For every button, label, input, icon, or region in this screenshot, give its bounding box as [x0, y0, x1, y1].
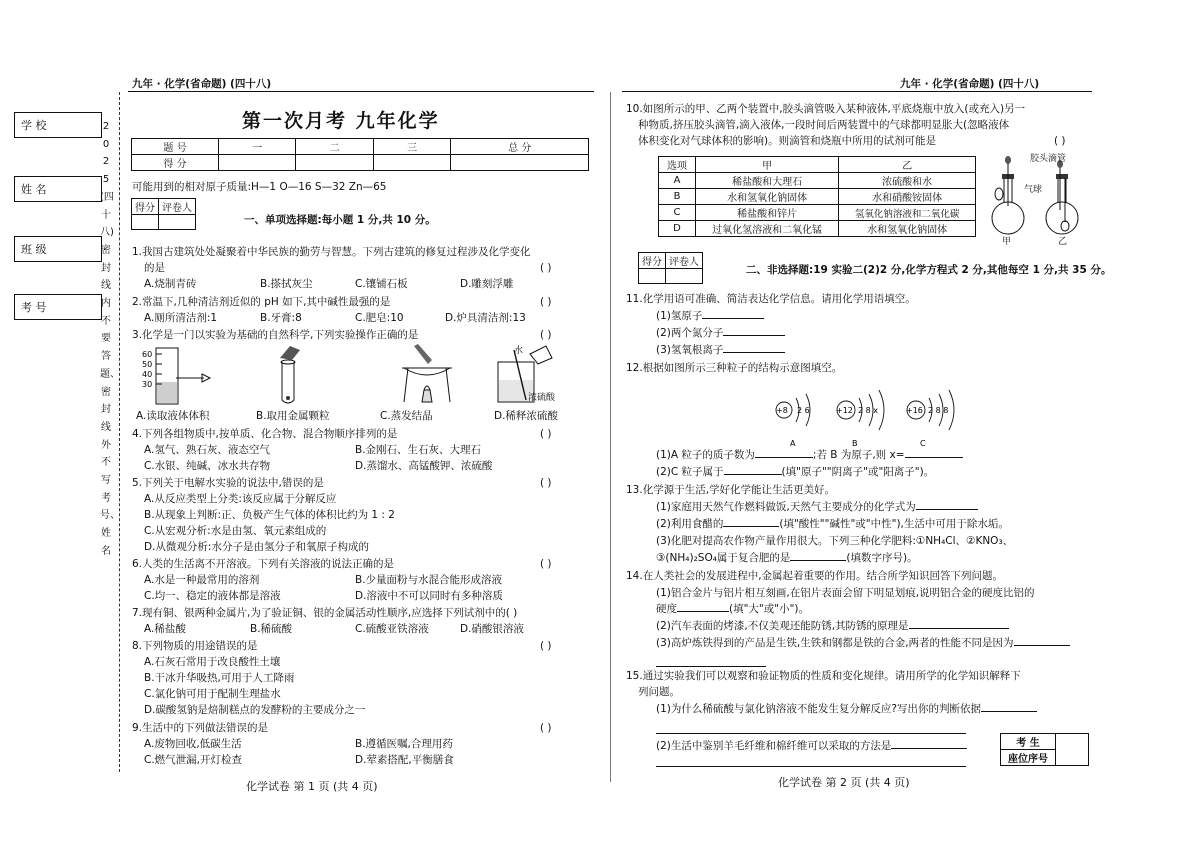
grader-score-label: 得分: [639, 253, 666, 269]
atom-c-label: C: [920, 439, 926, 448]
q8-stem: 8.下列物质的用途错误的是: [132, 640, 258, 652]
q5-stem: 5.下列关于电解水实验的说法中,错误的是: [132, 477, 324, 489]
grader-cell[interactable]: [159, 215, 196, 230]
q8-option-a: A.石灰石常用于改良酸性土壤: [144, 656, 281, 668]
score-cell[interactable]: [219, 155, 296, 171]
q13-sub1-label: (1)家庭用天然气作燃料做饭,天然气主要成分的化学式为: [656, 501, 916, 513]
exam-number-field[interactable]: [14, 294, 102, 320]
q10-table-cell: A: [659, 173, 696, 189]
q14-answer1[interactable]: [677, 611, 729, 612]
q6-stem: 6.人类的生活离不开溶液。下列有关溶液的说法正确的是: [132, 558, 395, 570]
q11-sub3-label: (3)氢氧根离子: [656, 344, 724, 356]
q11-answer1[interactable]: [702, 318, 764, 319]
q10-table-cell: B: [659, 189, 696, 205]
q12-sub1: [656, 449, 963, 462]
page-divider: [610, 92, 611, 782]
q3-option-b: B.取用金属颗粒: [256, 410, 330, 422]
q7-option-d: D.硝酸银溶液: [460, 623, 524, 635]
q15-answer1-line2[interactable]: [656, 733, 966, 734]
q4-answer-paren[interactable]: ( ): [540, 428, 552, 440]
atom-a-shells: 2 6: [797, 406, 810, 415]
grader-cell[interactable]: [666, 269, 703, 284]
grader-box: [131, 198, 196, 230]
q11-sub2: [656, 327, 785, 340]
q11-answer3[interactable]: [723, 352, 785, 353]
atomic-mass-note: 可能用到的相对原子质量:H—1 O—16 S—32 Zn—65: [132, 181, 387, 193]
q14-sub1-line2: [656, 603, 809, 616]
q14-answer2[interactable]: [909, 628, 1009, 629]
atom-c-shells: 2 8 8: [928, 406, 949, 415]
q13-answer2[interactable]: [723, 526, 779, 527]
q15-sub2: [656, 740, 967, 753]
score-cell[interactable]: [373, 155, 450, 171]
q2-option-a: A.厕所清洁剂:1: [144, 312, 218, 324]
q6-option-a: A.水是一种最常用的溶剂: [144, 574, 260, 586]
q12-sub2-label-b: (填"原子""阴离子"或"阳离子")。: [781, 466, 935, 478]
atom-a-label: A: [790, 439, 796, 448]
q9-option-c: C.燃气泄漏,开灯检查: [144, 754, 243, 766]
q7-stem: 7.现有铜、银两种金属片,为了验证铜、银的金属活动性顺序,应选择下列试剂中的( ): [132, 607, 518, 619]
q12-sub1-label: (1)A 粒子的质子数为: [656, 449, 755, 461]
q15-sub2-label: (2)生活中鉴别羊毛纤维和棉纤维可以采取的方法是: [656, 740, 892, 752]
grader-score-cell[interactable]: [639, 269, 666, 284]
q10-yi-label: 乙: [1058, 237, 1068, 247]
page1-header: 九年 · 化学(省命题) (四十八): [132, 78, 272, 90]
q2-option-b: B.牙膏:8: [260, 312, 302, 324]
q4-stem: 4.下列各组物质中,按单质、化合物、混合物顺序排列的是: [132, 428, 398, 440]
q7-option-a: A.稀盐酸: [144, 623, 186, 635]
score-col-header: 三: [373, 139, 450, 155]
q10-dropper-label: 胶头滴管: [1030, 154, 1067, 164]
q5-option-c: C.从宏观分析:水是由氢、氧元素组成的: [144, 525, 327, 537]
q2-option-d: D.炉具清洁剂:13: [445, 312, 526, 324]
q8-answer-paren[interactable]: ( ): [540, 640, 552, 652]
q9-answer-paren[interactable]: ( ): [540, 722, 552, 734]
q14-sub1-label-b: 硬度: [656, 603, 677, 615]
school-field[interactable]: [14, 112, 102, 138]
q5-option-d: D.从微观分析:水分子是由氢分子和氧原子构成的: [144, 541, 369, 553]
q8-option-d: D.碳酸氢钠是焙制糕点的发酵粉的主要成分之一: [144, 704, 366, 716]
q13-sub2: [656, 518, 1009, 531]
q10-table-header: 选项: [659, 157, 696, 173]
q5-option-b: B.从现象上判断:正、负极产生气体的体积比约为 1 : 2: [144, 509, 395, 521]
grader-label: 评卷人: [159, 199, 196, 215]
school-label: 学 校: [21, 119, 47, 132]
q15-answer1[interactable]: [981, 711, 1037, 712]
q10-table-header: 乙: [839, 157, 976, 173]
seal-line-text: 2025(四十八)密封线内不要答题、密封线外不写考号、姓名: [100, 121, 120, 557]
q1-stem: 1.我国古建筑处处凝聚着中华民族的勤劳与智慧。下列古建筑的修复过程涉及化学变化: [132, 246, 531, 258]
class-field[interactable]: [14, 236, 102, 262]
q15-answer2-line2[interactable]: [656, 766, 966, 767]
class-label: 班 级: [21, 243, 47, 256]
q15-answer2[interactable]: [891, 748, 967, 749]
q10-table-cell: 氢氧化钠溶液和二氧化碳: [839, 205, 976, 221]
atom-b-label: B: [852, 439, 858, 448]
grader-score-label: 得分: [132, 199, 159, 215]
atom-b-nucleus: +12: [836, 406, 853, 415]
q2-stem: 2.常温下,几种清洁剂近似的 pH 如下,其中碱性最强的是: [132, 296, 391, 308]
q13-answer1[interactable]: [916, 509, 978, 510]
q10-table-cell: 浓硫酸和水: [839, 173, 976, 189]
q3-stem: 3.化学是一门以实验为基础的自然科学,下列实验操作正确的是: [132, 329, 419, 341]
q14-sub2-label: (2)汽车表面的烤漆,不仅美观还能防锈,其防锈的原理是: [656, 620, 909, 632]
cylinder-reading-icon: [140, 344, 220, 408]
page2-header: 九年 · 化学(省命题) (四十八): [900, 78, 1040, 90]
exam-number-label: 考 号: [21, 301, 47, 314]
q10-stem-line2: 种物质,挤压胶头滴管,滴入液体,一段时间后两装置中的气球都明显胀大(忽略液体: [638, 119, 1010, 131]
q6-option-c: C.均一、稳定的液体都是溶液: [144, 590, 281, 602]
q6-answer-paren[interactable]: ( ): [540, 558, 552, 570]
page1-footer: 化学试卷 第 1 页 (共 4 页): [246, 780, 378, 793]
q13-sub1: [656, 501, 978, 514]
q12-sub2: [656, 466, 934, 479]
cylinder-tick: 60: [142, 350, 153, 359]
q1-option-a: A.烧制青砖: [144, 278, 197, 290]
q8-option-b: B.干冰升华吸热,可用于人工降雨: [144, 672, 295, 684]
q10-table-cell: 稀盐酸和锌片: [696, 205, 839, 221]
score-col-header: 题 号: [132, 139, 219, 155]
q10-table-cell: 水和氢氧化钠固体: [839, 221, 976, 237]
q13-stem: 13.化学源于生活,学好化学能让生活更美好。: [626, 484, 836, 496]
q10-table-header: 甲: [696, 157, 839, 173]
q5-option-a: A.从反应类型上分类:该反应属于分解反应: [144, 493, 337, 505]
atom-a-nucleus: +8: [776, 406, 788, 415]
q13-sub3-label-c: (填数字序号)。: [846, 552, 918, 564]
q3-option-c: C.蒸发结晶: [380, 410, 433, 422]
q6-option-d: D.溶液中不可以同时有多种溶质: [355, 590, 503, 602]
q9-stem: 9.生活中的下列做法错误的是: [132, 722, 269, 734]
q3-option-d: D.稀释浓硫酸: [494, 410, 558, 422]
q3-option-a: A.读取液体体积: [136, 410, 210, 422]
q1-stem2: 的是: [144, 262, 165, 274]
header-rule: [128, 91, 594, 92]
q4-option-c: C.水银、纯碱、冰水共存物: [144, 460, 271, 472]
q2-answer-paren[interactable]: ( ): [540, 296, 552, 308]
q14-sub1-label-c: (填"大"或"小")。: [729, 603, 810, 615]
page-title: 第一次月考 九年化学: [242, 110, 440, 132]
q3-answer-paren[interactable]: ( ): [540, 329, 552, 341]
q14-sub2: [656, 620, 1009, 633]
q10-table: [658, 156, 976, 237]
q10-table-cell: 水和硝酸铵固体: [839, 189, 976, 205]
name-field[interactable]: [14, 176, 102, 202]
score-col-header: 一: [219, 139, 296, 155]
q13-sub3-line2: [656, 552, 918, 565]
q10-balloon-label: 气球: [1024, 185, 1043, 195]
q7-option-c: C.硫酸亚铁溶液: [355, 623, 429, 635]
q13-sub2-label-b: (填"酸性""碱性"或"中性"),生活中可用于除水垢。: [779, 518, 1009, 530]
q15-stem: 15.通过实验我们可以观察和验证物质的性质和变化规律。请用所学的化学知识解释下: [626, 670, 1021, 682]
grader-score-cell[interactable]: [132, 215, 159, 230]
q7-option-b: B.稀硫酸: [250, 623, 293, 635]
q2-option-c: C.肥皂:10: [355, 312, 404, 324]
q15-sub1-label: (1)为什么稀硫酸与氯化钠溶液不能发生复分解反应?写出你的判断依据: [656, 703, 981, 715]
q3-water-label: 水: [514, 346, 524, 356]
q5-answer-paren[interactable]: ( ): [540, 477, 552, 489]
q13-sub2-label: (2)利用食醋的: [656, 518, 724, 530]
q10-stem-line1: 10.如图所示的甲、乙两个装置中,胶头滴管吸入某种液体,平底烧瓶中放入(或充入)另一: [626, 103, 1026, 115]
seat-number-cell[interactable]: [1056, 734, 1089, 766]
score-cell[interactable]: [451, 155, 589, 171]
q1-option-c: C.镶铺石板: [355, 278, 408, 290]
q15-stem2: 列问题。: [638, 686, 680, 698]
q11-sub2-label: (2)两个氮分子: [656, 327, 724, 339]
section1-heading: 一、单项选择题:每小题 1 分,共 10 分。: [244, 214, 436, 226]
q10-jia-label: 甲: [1002, 237, 1012, 247]
cylinder-tick: 30: [142, 380, 153, 389]
score-table: [131, 138, 589, 171]
score-row-label: 得 分: [132, 155, 219, 171]
cylinder-tick: 50: [142, 360, 153, 369]
evaporation-icon: [392, 344, 462, 408]
header-rule: [622, 91, 1092, 92]
q11-sub3: [656, 344, 785, 357]
q8-option-c: C.氯化钠可用于配制生理盐水: [144, 688, 281, 700]
q15-sub1: [656, 703, 1037, 716]
q9-option-b: B.遵循医嘱,合理用药: [355, 738, 453, 750]
flask-apparatus-icon: [986, 150, 1090, 248]
atom-b-shells: 2 8 x: [858, 406, 878, 415]
atom-c-nucleus: +16: [906, 406, 923, 415]
q11-stem: 11.化学用语可准确、简洁表达化学信息。请用化学用语填空。: [626, 293, 916, 305]
grader-label: 评卷人: [666, 253, 703, 269]
seat-label-2: 座位序号: [1001, 750, 1056, 766]
q14-answer3-line2[interactable]: [656, 666, 766, 667]
q4-option-a: A.氢气、熟石灰、液态空气: [144, 444, 270, 456]
q3-acid-label: 浓硫酸: [528, 393, 556, 403]
q6-option-b: B.少量面粉与水混合能形成溶液: [355, 574, 503, 586]
grader-box-2: [638, 252, 703, 284]
q1-option-b: B.搽拭灰尘: [260, 278, 313, 290]
q12-sub2-label: (2)C 粒子属于: [656, 466, 724, 478]
score-col-header: 总 分: [451, 139, 589, 155]
q10-table-cell: 稀盐酸和大理石: [696, 173, 839, 189]
q12-answer2[interactable]: [724, 474, 782, 475]
section2-heading: 二、非选择题:19 实验二(2)2 分,化学方程式 2 分,其他每空 1 分,共 35 分。: [746, 264, 1112, 276]
page2-footer: 化学试卷 第 2 页 (共 4 页): [778, 776, 910, 789]
q14-answer3[interactable]: [1014, 645, 1070, 646]
q13-sub3-label-b: ③(NH₄)₂SO₄属于复合肥的是: [656, 552, 791, 564]
seat-number-box: [1000, 733, 1089, 766]
atom-structure-diagram: [770, 380, 970, 452]
q13-answer3[interactable]: [790, 560, 846, 561]
q1-option-d: D.雕刻浮雕: [460, 278, 514, 290]
score-col-header: 二: [296, 139, 373, 155]
q10-table-cell: 水和氢氧化钠固体: [696, 189, 839, 205]
q1-answer-paren[interactable]: ( ): [540, 262, 552, 274]
q10-table-cell: 过氧化氢溶液和二氧化锰: [696, 221, 839, 237]
q14-sub1: (1)铝合金片与铝片相互刻画,在铝片表面会留下明显划痕,说明铝合金的硬度比铝的: [656, 587, 1035, 599]
seat-label-1: 考 生: [1001, 734, 1056, 750]
cylinder-tick: 40: [142, 370, 153, 379]
q13-sub3: (3)化肥对提高农作物产量作用很大。下列三种化学肥料:①NH₄Cl、②KNO₃、: [656, 535, 1014, 547]
q14-sub3: [656, 637, 1070, 650]
q12-answer1b[interactable]: [905, 457, 963, 458]
q14-stem: 14.在人类社会的发展进程中,金属起着重要的作用。结合所学知识回答下列问题。: [626, 570, 1004, 582]
q12-answer1[interactable]: [755, 457, 813, 458]
q10-table-cell: C: [659, 205, 696, 221]
q9-option-d: D.荤素搭配,平衡膳食: [355, 754, 454, 766]
test-tube-tweezers-icon: [262, 344, 322, 408]
q10-answer-paren[interactable]: ( ): [1054, 135, 1066, 147]
q10-stem-line3: 体积变化对气球体积的影响)。则滴管和烧瓶中所用的试剂可能是: [638, 135, 937, 147]
q11-sub1: [656, 310, 764, 323]
q4-option-b: B.金刚石、生石灰、大理石: [355, 444, 482, 456]
score-cell[interactable]: [296, 155, 373, 171]
q9-option-a: A.废物回收,低碳生活: [144, 738, 242, 750]
q11-sub1-label: (1)氢原子: [656, 310, 703, 322]
q12-sub1-label-b: ;若 B 为原子,则 x=: [812, 449, 905, 461]
q10-table-cell: D: [659, 221, 696, 237]
q14-sub3-label: (3)高炉炼铁得到的产品是生铁,生铁和钢都是铁的合金,两者的性能不同是因为: [656, 637, 1014, 649]
q12-stem: 12.根据如图所示三种粒子的结构示意图填空。: [626, 362, 843, 374]
name-label: 姓 名: [21, 183, 47, 196]
seal-line: [119, 92, 120, 772]
q11-answer2[interactable]: [723, 335, 785, 336]
q4-option-d: D.蒸馏水、高锰酸钾、浓硫酸: [355, 460, 493, 472]
